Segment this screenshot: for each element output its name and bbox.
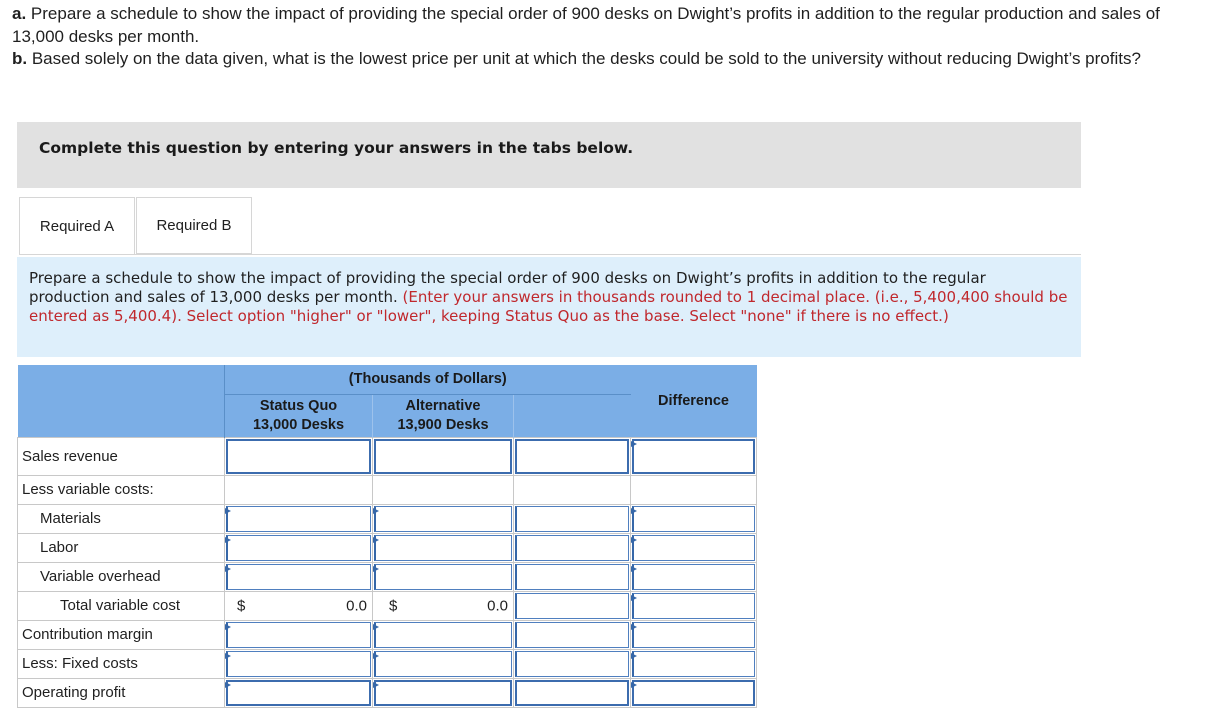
dropdown-flag-icon — [373, 682, 379, 688]
alternative-header-line1: Alternative — [405, 397, 481, 414]
dropdown-flag-icon — [373, 653, 379, 659]
part-a-marker: a. — [12, 4, 27, 23]
dropdown-flag-icon — [225, 566, 231, 572]
instructions-note: (Enter your answers in thousands rounded to 1 decimal place. (i.e., 5,400,400 should be entered as 5,400.4). Select option "higher" or "lower", keeping Status Quo as the base. Select "none" if there is no effect.) — [29, 288, 1068, 326]
dropdown-flag-icon — [373, 566, 379, 572]
dropdown-flag-icon — [631, 537, 637, 543]
fixed-costs-difference-input[interactable] — [515, 651, 629, 677]
row-total-variable-cost — [18, 591, 757, 620]
instruction-banner — [17, 122, 1081, 188]
schedule-table — [17, 365, 757, 708]
dropdown-flag-icon — [373, 537, 379, 543]
dropdown-flag-icon — [373, 508, 379, 514]
row-label: Contribution margin — [18, 620, 225, 649]
dropdown-header-blank — [514, 394, 631, 437]
row-label: Less variable costs: — [18, 475, 225, 504]
fixed-costs-alternative-input[interactable] — [374, 651, 512, 677]
materials-difference-input[interactable] — [515, 506, 629, 532]
operating-profit-higher-lower-select[interactable] — [632, 680, 755, 706]
currency-symbol: $ — [389, 597, 398, 614]
row-variable-overhead — [18, 562, 757, 591]
row-materials — [18, 504, 757, 533]
question-part-b — [12, 48, 1192, 71]
dropdown-flag-icon — [225, 624, 231, 630]
materials-higher-lower-select[interactable] — [632, 506, 755, 532]
variable-overhead-status-quo-input[interactable] — [226, 564, 371, 590]
part-a-text: Prepare a schedule to show the impact of providing the special order of 900 desks on Dwight’s profits in addition to the regular production and sales of 13,000 desks per month. — [12, 4, 1160, 46]
tab-divider — [19, 254, 1081, 255]
empty-cell — [373, 475, 514, 504]
contribution-margin-status-quo-input[interactable] — [226, 622, 371, 648]
empty-cell — [225, 475, 373, 504]
contribution-margin-alternative-input[interactable] — [374, 622, 512, 648]
dropdown-flag-icon — [225, 653, 231, 659]
empty-cell — [631, 475, 757, 504]
instructions-panel — [17, 257, 1081, 357]
row-label: Operating profit — [18, 678, 225, 707]
materials-alternative-input[interactable] — [374, 506, 512, 532]
part-b-marker: b. — [12, 49, 28, 68]
dropdown-flag-icon — [631, 441, 637, 447]
question-text — [12, 3, 1192, 71]
row-label: Labor — [18, 533, 225, 562]
sales-revenue-difference-input[interactable] — [515, 439, 629, 474]
row-sales-revenue — [18, 437, 757, 475]
row-label: Total variable cost — [18, 591, 225, 620]
empty-cell — [514, 475, 631, 504]
fixed-costs-status-quo-input[interactable] — [226, 651, 371, 677]
row-less-variable-costs — [18, 475, 757, 504]
dropdown-flag-icon — [631, 508, 637, 514]
tab-required-b[interactable]: Required B — [136, 197, 252, 254]
sales-revenue-status-quo-input[interactable] — [226, 439, 371, 474]
total-variable-cost-alternative-value: 0.0 — [487, 597, 508, 614]
variable-overhead-alternative-input[interactable] — [374, 564, 512, 590]
variable-overhead-difference-input[interactable] — [515, 564, 629, 590]
difference-header: Difference — [631, 365, 757, 437]
operating-profit-difference-input[interactable] — [515, 680, 629, 706]
status-quo-header-line1: Status Quo — [259, 397, 338, 414]
dropdown-flag-icon — [225, 682, 231, 688]
dropdown-flag-icon — [631, 682, 637, 688]
total-variable-cost-status-quo-value: 0.0 — [346, 597, 367, 614]
operating-profit-status-quo-input[interactable] — [226, 680, 371, 706]
tab-required-a[interactable]: Required A — [19, 197, 135, 255]
row-label: Variable overhead — [18, 562, 225, 591]
row-label: Materials — [18, 504, 225, 533]
labor-alternative-input[interactable] — [374, 535, 512, 561]
sales-revenue-higher-lower-select[interactable] — [632, 439, 755, 474]
question-part-a — [12, 3, 1192, 48]
thousands-header: (Thousands of Dollars) — [225, 365, 631, 394]
dropdown-flag-icon — [225, 537, 231, 543]
dropdown-flag-icon — [631, 624, 637, 630]
labor-difference-input[interactable] — [515, 535, 629, 561]
row-label: Sales revenue — [18, 437, 225, 475]
row-operating-profit — [18, 678, 757, 707]
dropdown-flag-icon — [631, 595, 637, 601]
header-blank — [18, 365, 225, 437]
dropdown-flag-icon — [631, 566, 637, 572]
total-variable-cost-difference-input[interactable] — [515, 593, 629, 619]
dropdown-flag-icon — [631, 653, 637, 659]
variable-overhead-higher-lower-select[interactable] — [632, 564, 755, 590]
dropdown-flag-icon — [225, 508, 231, 514]
labor-higher-lower-select[interactable] — [632, 535, 755, 561]
materials-status-quo-input[interactable] — [226, 506, 371, 532]
alternative-header-line2: 13,900 Desks — [397, 416, 489, 433]
total-variable-cost-higher-lower-select[interactable] — [632, 593, 755, 619]
part-b-text: Based solely on the data given, what is the lowest price per unit at which the desks could be sold to the university without reducing Dwight’s profits? — [31, 49, 1141, 68]
contribution-margin-difference-input[interactable] — [515, 622, 629, 648]
status-quo-header-line2: 13,000 Desks — [252, 416, 345, 433]
fixed-costs-higher-lower-select[interactable] — [632, 651, 755, 677]
instructions-main: Prepare a schedule to show the impact of providing the special order of 900 desks on Dwight’s profits in addition to the regular production and sales of 13,000 desks per month. — [29, 269, 986, 307]
dropdown-flag-icon — [373, 624, 379, 630]
currency-symbol: $ — [237, 597, 246, 614]
row-contribution-margin — [18, 620, 757, 649]
operating-profit-alternative-input[interactable] — [374, 680, 512, 706]
status-quo-header — [225, 394, 373, 437]
labor-status-quo-input[interactable] — [226, 535, 371, 561]
row-label: Less: Fixed costs — [18, 649, 225, 678]
row-labor — [18, 533, 757, 562]
row-less-fixed-costs — [18, 649, 757, 678]
sales-revenue-alternative-input[interactable] — [374, 439, 512, 474]
banner-text: Complete this question by entering your answers in the tabs below. — [39, 139, 634, 157]
alternative-header — [373, 394, 514, 437]
contribution-margin-higher-lower-select[interactable] — [632, 622, 755, 648]
